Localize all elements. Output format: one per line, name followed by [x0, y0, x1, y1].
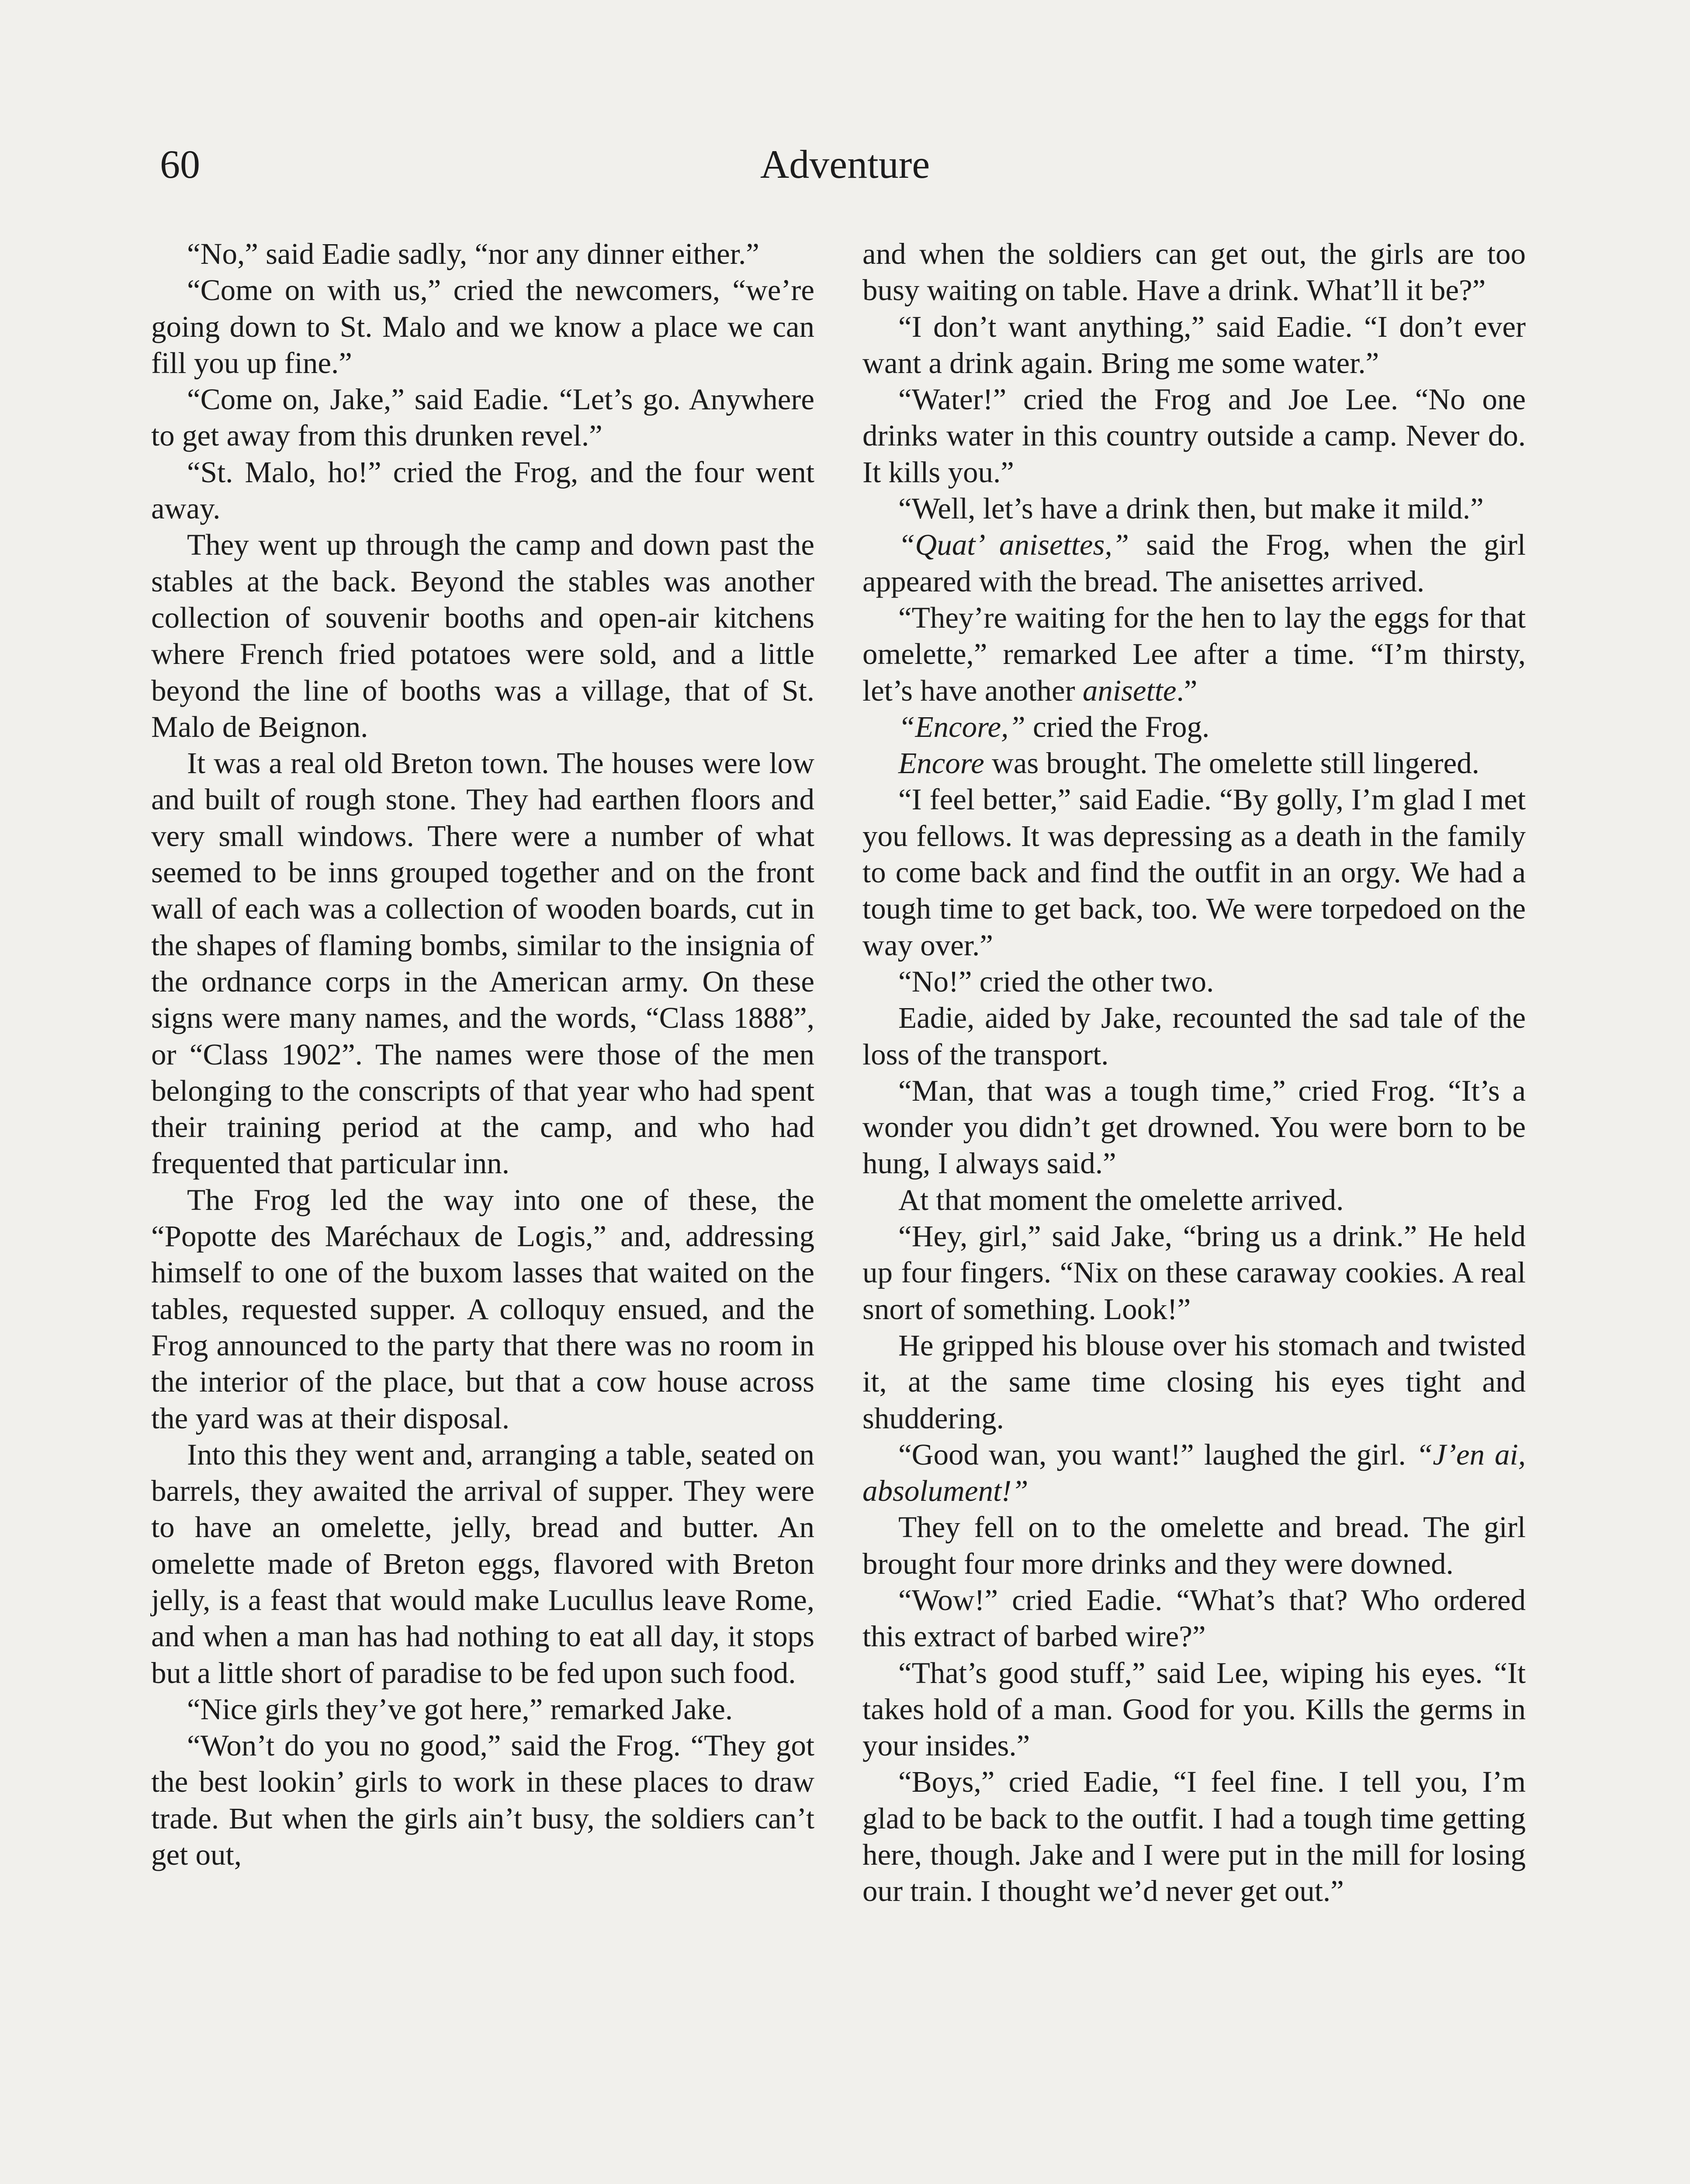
paragraph-text: “They’re waiting for the hen to lay the eggs for that omelette,” remarked Lee after a time. “I’m thirsty, let’s have another — [862, 601, 1526, 707]
paragraph: “I don’t want anything,” said Eadie. “I don’t ever want a drink again. Bring me some water.” — [862, 310, 1526, 380]
paragraph: “Well, let’s have a drink then, but make it mild.” — [898, 492, 1484, 525]
paragraph-text: “Good wan, you want!” laughed the girl. — [898, 1438, 1416, 1471]
paragraph: The Frog led the way into one of these, the “Popotte des Maréchaux de Logis,” and, addressing himself to one of the buxom lasses that waited on the tables, requested supper. A colloquy ensued, and the Frog announced to the party that there was no room in the interior of the place, but that a cow house across the yard was at their disposal. — [151, 1183, 814, 1435]
paragraph: “No!” cried the other two. — [898, 964, 1214, 998]
paragraph: “Nice girls they’ve got here,” remarked Jake. — [187, 1692, 733, 1726]
paragraph: At that moment the omelette arrived. — [898, 1183, 1344, 1216]
paragraph-text: .” — [1176, 674, 1198, 707]
paragraph-text: was brought. The omelette still lingered. — [984, 746, 1479, 780]
italic-phrase: “Quat’ anisettes,” — [898, 528, 1129, 562]
paragraph: “Water!” cried the Frog and Joe Lee. “No one drinks water in this country outside a camp. Never do. It kills you.” — [862, 383, 1526, 489]
paragraph: It was a real old Breton town. The houses were low and built of rough stone. They had earthen floors and very small windows. There were a number of what seemed to be inns grouped together and on the front wall of each was a collection of wooden boards, cut in the shapes of flaming bombs, similar to the insignia of the ordnance corps in the American army. On these signs were many names, and the words, “Class 1888”, or “Class 1902”. The names were those of the men belonging to the conscripts of that year who had spent their training period at the camp, and who had frequented that particular inn. — [151, 746, 814, 1180]
paragraph: They fell on to the omelette and bread. The girl brought four more drinks and they were downed. — [862, 1510, 1526, 1580]
italic-phrase: anisette — [1082, 674, 1177, 707]
paragraph: Into this they went and, arranging a table, seated on barrels, they awaited the arrival of supper. They were to have an omelette, jelly, bread and butter. An omelette made of Breton eggs, flavored with Breton jelly, is a feast that would make Lucullus leave Rome, and when a man has had nothing to eat all day, it stops but a little short of paradise to be fed upon such food. — [151, 1438, 814, 1690]
paragraph: “Come on with us,” cried the newcomers, “we’re going down to St. Malo and we know a place we can fill you up fine.” — [151, 273, 814, 380]
italic-phrase: “Encore,” — [898, 710, 1025, 743]
paragraph-text: said the Frog, when the girl appeared with the bread. The anisettes arrived. — [862, 528, 1526, 598]
paragraph-text: cried the Frog. — [1025, 710, 1210, 743]
italic-phrase: “J’en ai, absolument!” — [862, 1438, 1526, 1508]
italic-phrase: Encore — [898, 746, 984, 780]
paragraph: “Come on, Jake,” said Eadie. “Let’s go. Anywhere to get away from this drunken revel.” — [151, 383, 814, 453]
left-column — [151, 236, 814, 1873]
paragraph: “No,” said Eadie sadly, “nor any dinner either.” — [187, 237, 759, 270]
paragraph: “Won’t do you no good,” said the Frog. “They got the best lookin’ girls to work in these places to draw trade. But when the girls ain’t busy, the soldiers can’t get out, — [151, 1729, 814, 1872]
page-number: 60 — [160, 142, 200, 187]
paragraph: He gripped his blouse over his stomach and twisted it, at the same time closing his eyes tight and shuddering. — [862, 1328, 1526, 1435]
paragraph: “Boys,” cried Eadie, “I feel fine. I tell you, I’m glad to be back to the outfit. I had a tough time getting here, though. Jake and I were put in the mill for losing our train. I thought we’d never get out.” — [862, 1765, 1526, 1908]
paragraph-continuation: and when the soldiers can get out, the girls are too busy waiting on table. Have a drink. What’ll it be?” — [862, 237, 1526, 307]
paragraph: “Man, that was a tough time,” cried Frog. “It’s a wonder you didn’t get drowned. You were born to be hung, I always said.” — [862, 1074, 1526, 1180]
paragraph — [862, 600, 1526, 709]
paragraph: “I feel better,” said Eadie. “By golly, I’m glad I met you fellows. It was depressing as a death in the family to come back and find the outfit in an orgy. We had a tough time to get back, too. We were torpedoed on the way over.” — [862, 783, 1526, 962]
paragraph — [862, 1437, 1526, 1510]
paragraph — [862, 709, 1526, 745]
paragraph: They went up through the camp and down past the stables at the back. Beyond the stables was another collection of souvenir booths and open-air kitchens where French fried potatoes were sold, and a little beyond the line of booths was a village, that of St. Malo de Beignon. — [151, 528, 814, 743]
paragraph: Eadie, aided by Jake, recounted the sad tale of the loss of the transport. — [862, 1001, 1526, 1071]
paragraph: “Hey, girl,” said Jake, “bring us a drink.” He held up four fingers. “Nix on these caraway cookies. A real snort of something. Look!” — [862, 1220, 1526, 1326]
paragraph — [862, 527, 1526, 600]
right-column — [862, 236, 1526, 1910]
paragraph: “Wow!” cried Eadie. “What’s that? Who ordered this extract of barbed wire?” — [862, 1583, 1526, 1653]
paragraph — [862, 745, 1526, 781]
running-head-title: Adventure — [760, 142, 930, 187]
paragraph: “That’s good stuff,” said Lee, wiping his eyes. “It takes hold of a man. Good for you. Kills the germs in your insides.” — [862, 1656, 1526, 1762]
paragraph: “St. Malo, ho!” cried the Frog, and the four went away. — [151, 455, 814, 525]
